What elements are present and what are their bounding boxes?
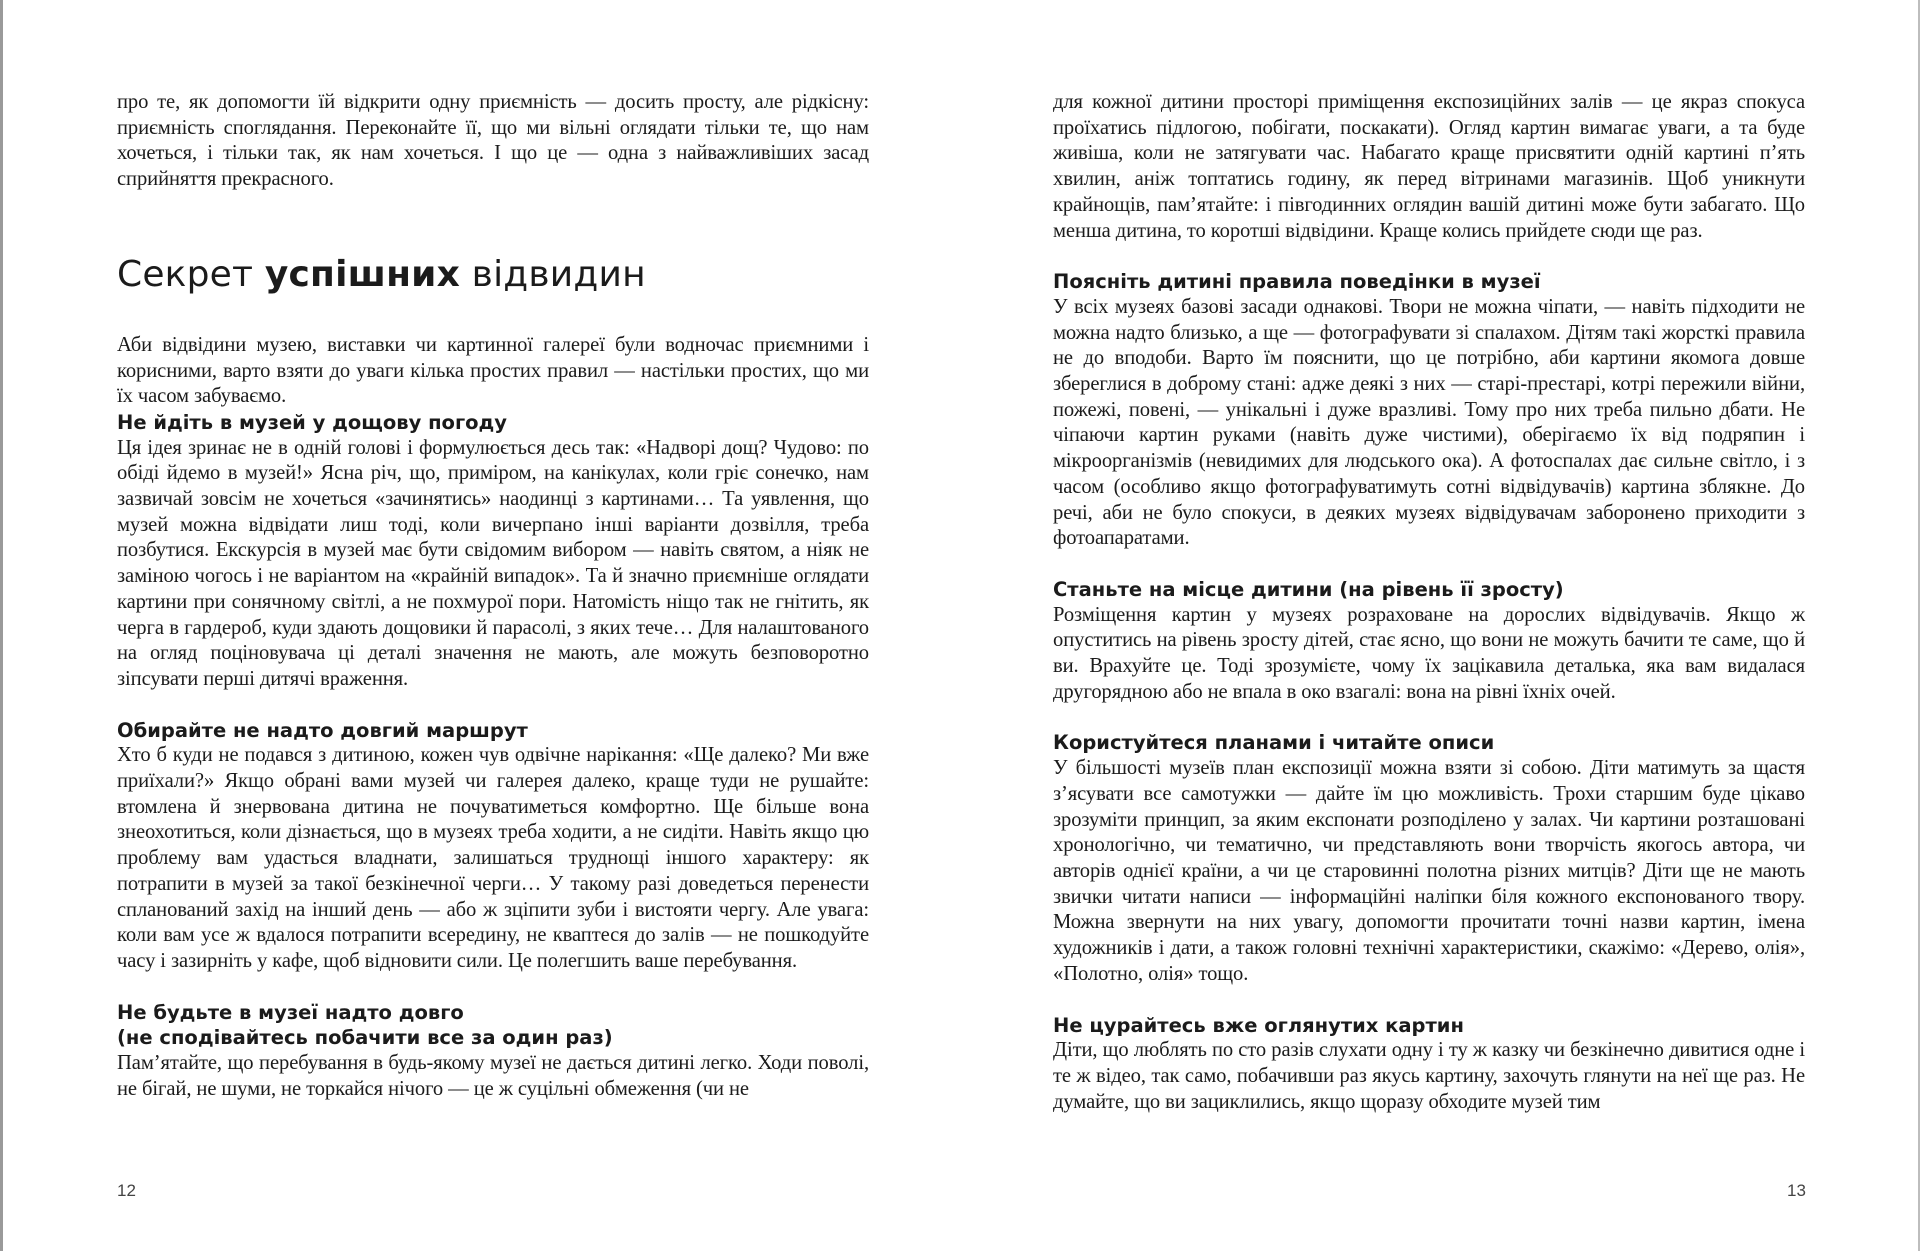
- rule-heading: Станьте на місце дитини (на рівень її зросту): [1053, 577, 1564, 601]
- section-title-pre: Секрет: [117, 253, 265, 295]
- rule-block: [1053, 269, 1805, 552]
- opening-paragraph: для кожної дитини просторі приміщення експозиційних залів — це якраз спокуса проїхатись підлогою, побігати, поскакати). Огляд картин вимагає уваги, а та буде живіша, коли не затягувати час. Набагато краще присвятити одній картині п’ять хвилин, аніж топтатись годину, як перед вітринами магазинів. Щоб уникнути крайнощів, пам’ятайте: і півгодинних оглядин вашій дитині може бути забагато. Що менша дитина, то коротші відвідини. Краще колись прийдете сюди ще раз.: [1053, 91, 1805, 242]
- rule-text: У більшості музеїв план експозиції можна взяти зі собою. Діти матимуть за щастя з’ясувати все самотужки — дайте їм цю можливість. Трохи старшим буде цікаво зрозуміти принцип, за яким експонати розподілено у залах. Чи картини розташовані хронологічно, чи тематично, чи представляють вони творчість якогось автора, чи авторів однієї країни, а чи це старовинні полотна різних митців? Діти ще не мають звички читати написи — інформаційні наліпки біля кожного експонованого твору. Можна звернути на них увагу, допомогти прочитати точні назви картин, імена художників і дати, а також головні технічні характеристики, скажімо: «Дерево, олія», «Полотно, олія» тощо.: [1053, 757, 1805, 985]
- rule-block: [117, 1000, 869, 1103]
- rule-text: Хто б куди не подався з дитиною, кожен чув одвічне нарікання: «Ще далеко? Ми вже приїхали?» Якщо обрані вами музей чи галерея далеко, краще туди не рушайте: втомлена й знервована дитина не почуватиметься комфортно. Ще більше вона знеохотиться, коли дізнається, що в музеях треба ходити, а не сидіти. Навіть якщо цю проблему вам удасться владнати, залишаться труднощі іншого характеру: як потрапити в музей за такої безкінечної черги… У такому разі доведеться перенести спланований захід на інший день — або ж зціпити зуби і вистояти чергу. Але увага: коли вам усе ж вдалося потрапити всередину, не кваптеся до залів — не пошкодуйте часу і зазирніть у кафе, щоб відновити сили. Це полегшить ваше перебування.: [117, 744, 869, 972]
- rule-heading: Користуйтеся планами і читайте описи: [1053, 731, 1495, 755]
- rule-text: Ця ідея зринає не в одній голові і формулюється десь так: «Надворі дощ? Чудово: по обіді йдемо в музей!» Ясна річ, що, приміром, на канікулах, коли гріє сонечко, нам зазвичай зовсім не хочеться «зачинятись» наодинці з картинами… Та уявлення, що музей можна відвідати лиш тоді, коли вичерпано інші варіанти дозвілля, треба позбутися. Екскурсія в музей має бути свідомим вибором — навіть святом, а ніяк не заміною чогось і не варіантом на «крайній випадок». Та й значно приємніше оглядати картини при сонячному світлі, а не похмурої пори. Натомість ніщо так не гнітить, як черга в гардероб, куди здають дощовики й парасолі, з яких тече… Для налаштованого на огляд поціновувача ці деталі значення не мають, але можуть безповоротно зіпсувати перші дитячі враження.: [117, 436, 869, 690]
- rule-block: [1053, 1013, 1805, 1116]
- page-number-right: 13: [1787, 1181, 1806, 1200]
- rule-block: [117, 410, 869, 693]
- rule-heading: Поясніть дитині правила поведінки в музеї: [1053, 270, 1541, 294]
- right-page: [1053, 90, 1805, 1115]
- rule-block: [1053, 730, 1805, 987]
- section-title: [117, 253, 869, 297]
- rule-text: Пам’ятайте, що перебування в будь-якому музеї не дається дитині легко. Ходи поволі, не бігай, не шуми, не торкайся нічого — це ж суцільні обмеження (чи не: [117, 1052, 869, 1100]
- rule-heading: Не йдіть в музей у дощову погоду: [117, 410, 507, 434]
- rule-text: Діти, що люблять по сто разів слухати одну і ту ж казку чи безкінечно дивитися одне і те ж відео, так само, побачивши раз якусь картину, захочуть глянути на неї ще раз. Не думайте, що ви зациклились, якщо щоразу обходите музей тим: [1053, 1039, 1805, 1113]
- page-edge-left: [0, 0, 3, 1251]
- left-page: [117, 90, 869, 1103]
- rule-heading: Не цурайтесь вже оглянутих картин: [1053, 1013, 1464, 1037]
- intro-paragraph: Аби відвідини музею, виставки чи картинної галереї були водночас приємними і корисними, варто взяти до уваги кілька простих правил — настільки простих, що ми їх часом забуваємо.: [117, 333, 869, 408]
- rule-text: Розміщення картин у музеях розраховане на дорослих відвідувачів. Якщо ж опуститись на рівень зросту дітей, стає ясно, що вони не можуть бачити те саме, що й ви. Врахуйте це. Тоді зрозумієте, чому їх зацікавила деталька, яка вам видалася другорядною або не впала в око взагалі: вона на рівні їхніх очей.: [1053, 603, 1805, 703]
- rule-heading-line1: Не будьте в музеї надто довго: [117, 1000, 464, 1024]
- rule-block: [1053, 577, 1805, 706]
- section-title-bold: успішних: [264, 253, 461, 295]
- page-number-left: 12: [117, 1181, 136, 1200]
- rule-text: У всіх музеях базові засади однакові. Твори не можна чіпати, — навіть підходити не можна надто близько, а ще — фотографувати зі спалахом. Дітям такі жорсткі правила не до вподоби. Варто їм пояснити, що це потрібно, аби картини якомога довше збереглися в доброму стані: адже деякі з них — старі-престарі, котрі пережили війни, пожежі, повені, — унікальні і дуже вразливі. Тому про них треба пильно дбати. Не чіпаючи картин руками (навіть дуже чистими), оберігаємо їх від подряпин і мікроорганізмів (невидимих для людського ока). А фотоспалах дає сильне світло, і з часом (особливо якщо фотографуватимуть сотні відвідувачів) картина зблякне. До речі, аби не було спокуси, в деяких музеях відвідувачам заборонено приходити з фотоапаратами.: [1053, 295, 1805, 550]
- rule-block: [117, 718, 869, 975]
- section-title-post: відвидин: [460, 253, 646, 295]
- opening-paragraph: про те, як допомогти їй відкрити одну приємність — досить просту, але рідкісну: приємність споглядання. Переконайте її, що ми вільні оглядати тільки те, що нам хочеться, і тільки так, як нам хочеться. І що це — одна з найважливіших засад сприйняття прекрасного.: [117, 91, 869, 191]
- rule-heading-line2: (не сподівайтесь побачити все за один раз): [117, 1026, 613, 1050]
- rule-heading: Обирайте не надто довгий маршрут: [117, 718, 528, 742]
